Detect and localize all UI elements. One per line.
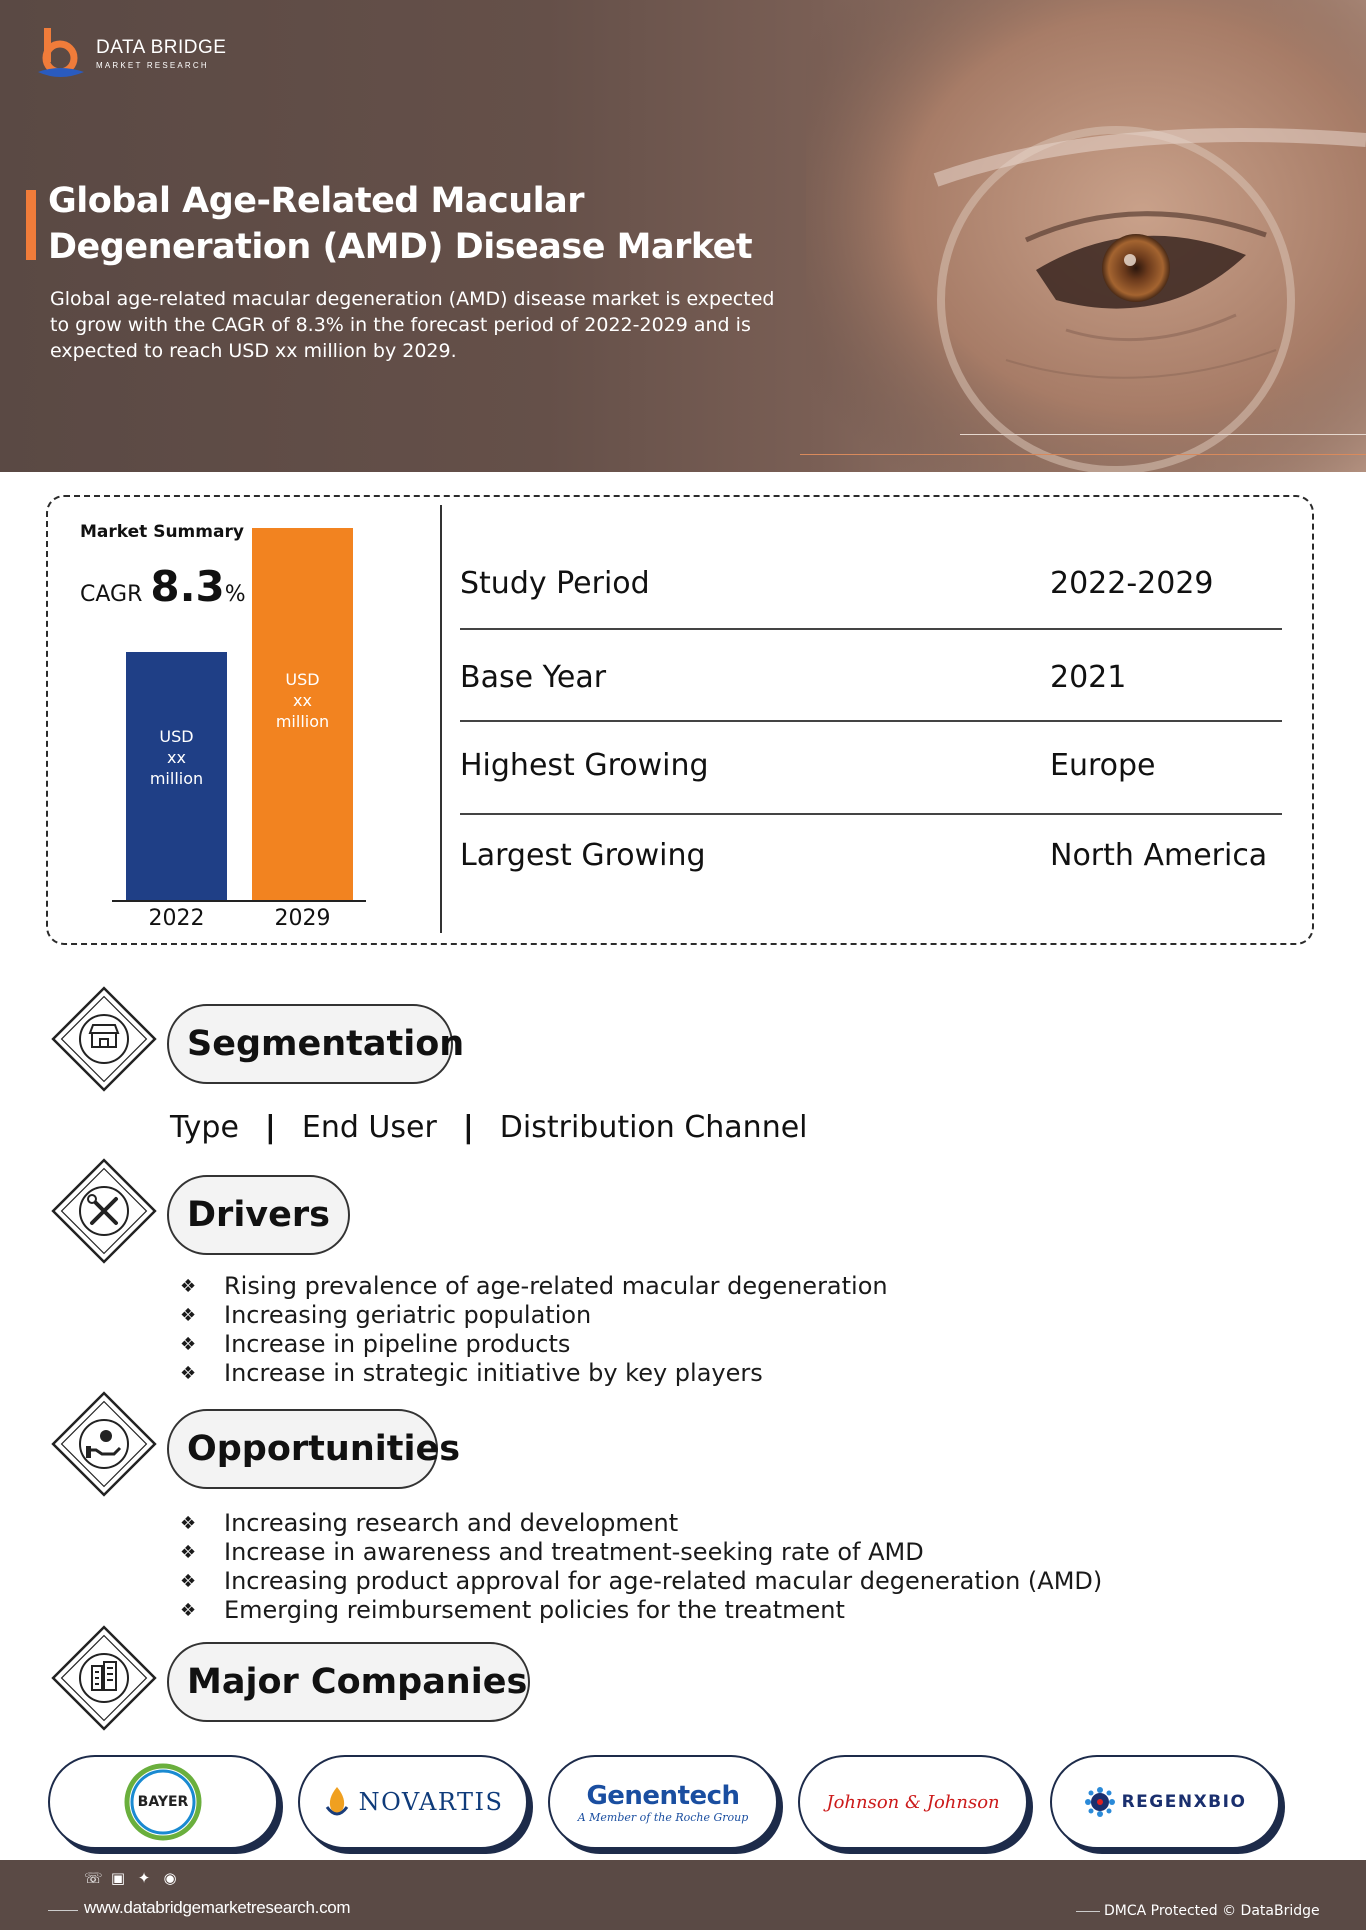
summary-row (460, 738, 1280, 798)
summary-divider (440, 505, 442, 933)
whatsapp-icon[interactable]: ☏ (84, 1869, 103, 1887)
company-logo-novartis (298, 1755, 528, 1849)
cagr-value: 8.3 (150, 562, 225, 611)
summary-row-value: Europe (1050, 748, 1156, 783)
summary-row (460, 556, 1280, 616)
list-item: ❖ Increasing research and development (180, 1509, 1102, 1538)
list-item: ❖ Emerging reimbursement policies for the treatment (180, 1596, 1102, 1625)
segment-end-user: End User (301, 1110, 437, 1145)
company-name: Johnson & Johnson (826, 1791, 1000, 1813)
company-name: BAYER (137, 1794, 189, 1810)
store-icon (48, 983, 160, 1095)
decor-line (800, 454, 1366, 455)
opportunities-list (180, 1509, 1102, 1625)
chart-bar-2022 (126, 652, 227, 900)
cagr-unit: % (224, 582, 246, 607)
market-size-chart (100, 520, 380, 940)
company-logo-genentech (548, 1755, 778, 1849)
summary-row-key: Study Period (460, 566, 650, 601)
summary-row-key: Highest Growing (460, 748, 709, 783)
brand-tagline: MARKET RESEARCH (96, 60, 209, 70)
segment-separator: | (264, 1110, 276, 1145)
chart-bar-label: USD (285, 670, 320, 689)
hero-banner (0, 0, 1366, 472)
decor-line (48, 1910, 78, 1911)
company-logo-johnson-johnson (798, 1755, 1028, 1849)
segmentation-heading: Segmentation (167, 1004, 453, 1084)
summary-row-key: Largest Growing (460, 838, 706, 873)
novartis-flame-icon (323, 1785, 351, 1819)
summary-row-divider (460, 813, 1282, 815)
list-item: ❖ Increasing product approval for age-related macular degeneration (AMD) (180, 1567, 1102, 1596)
dmca-notice[interactable]: DMCA Protected © DataBridge (1104, 1903, 1320, 1919)
chart-bar-2029 (252, 528, 353, 900)
chart-baseline (112, 900, 366, 902)
chart-x-tick-label: 2022 (148, 906, 205, 931)
drivers-heading: Drivers (167, 1175, 350, 1255)
twitter-icon[interactable]: ✦ (137, 1869, 151, 1887)
summary-row-value: 2021 (1050, 660, 1127, 695)
facebook-icon[interactable]: ▣ (110, 1869, 126, 1887)
page-footer (0, 1860, 1366, 1930)
company-name: NOVARTIS (358, 1788, 504, 1816)
title-line-1: Global Age-Related Macular (48, 181, 585, 221)
segment-type: Type (170, 1110, 239, 1145)
summary-row-value: North America (1050, 838, 1268, 873)
building-icon (48, 1622, 160, 1734)
company-name: Genentech (586, 1780, 740, 1811)
title-line-2: Degeneration (AMD) Disease Market (48, 227, 753, 267)
company-name: REGENXBIO (1121, 1792, 1247, 1812)
summary-row (460, 828, 1280, 888)
cagr-word: CAGR (80, 582, 143, 607)
segmentation-list (170, 1110, 808, 1145)
segment-separator: | (462, 1110, 474, 1145)
data-bridge-logo-icon (32, 24, 90, 82)
summary-row-key: Base Year (460, 660, 607, 695)
website-link[interactable]: www.databridgemarketresearch.com (84, 1898, 351, 1917)
hand-coin-icon (48, 1388, 160, 1500)
chart-bar-label: USD (159, 727, 194, 746)
summary-row (460, 650, 1280, 710)
chart-bar-label: million (149, 769, 204, 788)
list-item: ❖ Increasing geriatric population (180, 1301, 888, 1330)
title-accent-bar (26, 190, 36, 260)
summary-row-divider (460, 628, 1282, 630)
company-subtitle: A Member of the Roche Group (577, 1810, 749, 1824)
summary-row-divider (460, 720, 1282, 722)
chart-bar-label: xx (167, 748, 186, 767)
chart-x-tick-label: 2029 (274, 906, 331, 931)
company-logo-regenxbio (1050, 1755, 1280, 1849)
summary-row-value: 2022-2029 (1050, 566, 1214, 601)
opportunities-heading: Opportunities (167, 1409, 438, 1489)
drivers-list (180, 1272, 888, 1388)
market-description: Global age-related macular degeneration (AMD) disease market is expected to grow with the CAGR of 8.3% in the forecast period of 2022-2029 and is expected to reach USD xx million by 2029. (50, 288, 775, 362)
eye-photo (806, 0, 1366, 472)
list-item: ❖ Increase in awareness and treatment-seeking rate of AMD (180, 1538, 1102, 1567)
market-summary-label: Market Summary (80, 522, 244, 542)
chart-bar-label: million (275, 712, 330, 731)
list-item: ❖ Increase in pipeline products (180, 1330, 888, 1359)
decor-line (960, 434, 1366, 435)
chart-bar-label: xx (293, 691, 312, 710)
brand-logo[interactable] (32, 24, 226, 82)
list-item: ❖ Rising prevalence of age-related macular degeneration (180, 1272, 888, 1301)
decor-line (1076, 1911, 1100, 1912)
regenxbio-dots-icon (1084, 1786, 1116, 1818)
page-title (48, 178, 788, 270)
tools-icon (48, 1155, 160, 1267)
major-companies-heading: Major Companies (167, 1642, 530, 1722)
brand-name: DATA BRIDGE (96, 36, 227, 58)
company-logo-bayer (48, 1755, 278, 1849)
social-icons (84, 1870, 178, 1886)
instagram-icon[interactable]: ◉ (163, 1869, 177, 1887)
segment-distribution-channel: Distribution Channel (499, 1110, 808, 1145)
list-item: ❖ Increase in strategic initiative by key players (180, 1359, 888, 1388)
